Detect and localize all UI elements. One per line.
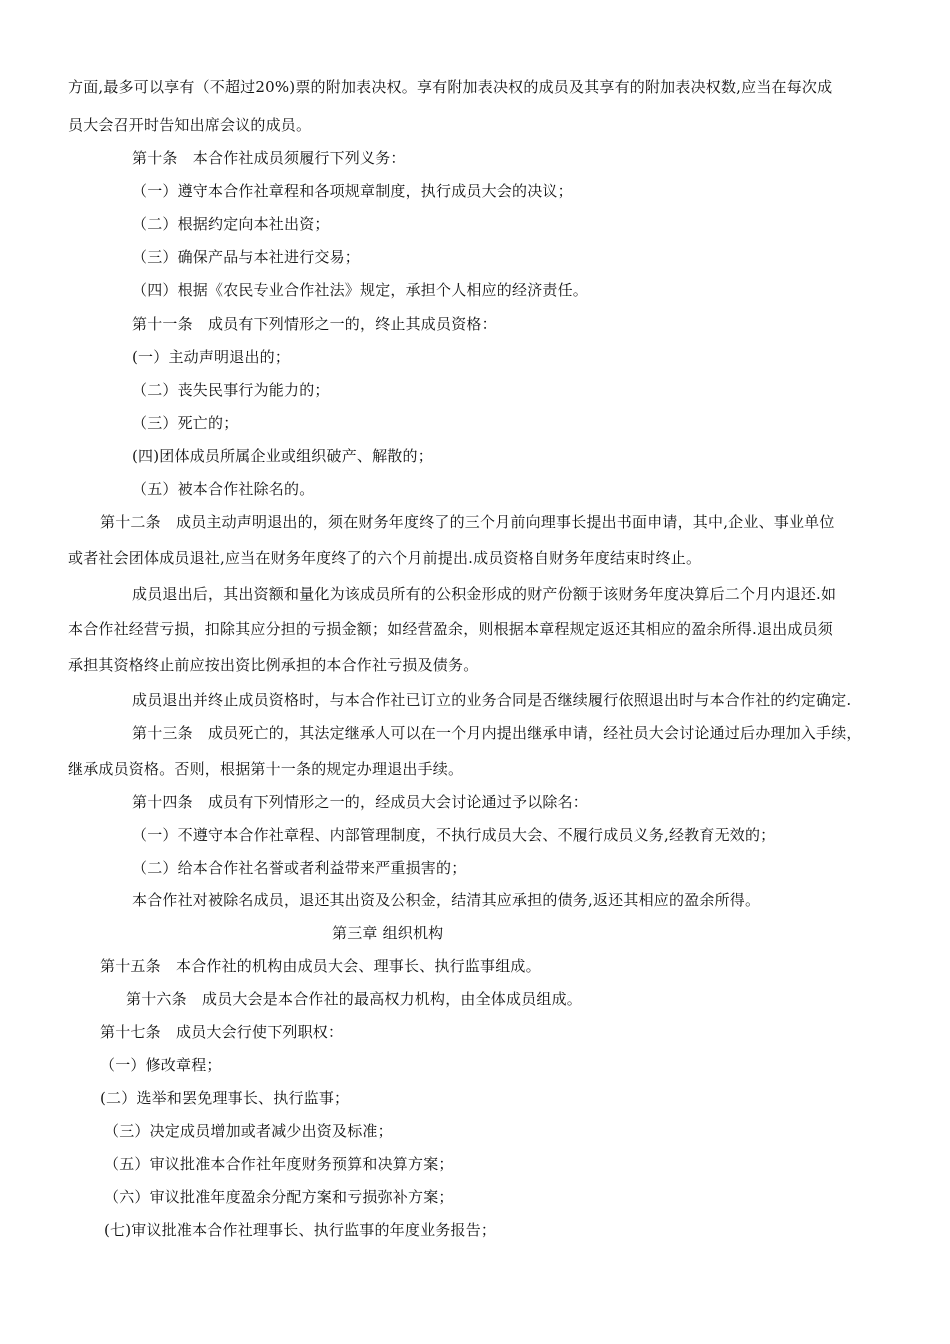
chapter-title: 第三章 组织机构 xyxy=(332,924,444,942)
article-heading: 第十条 本合作社成员须履行下列义务： xyxy=(132,149,406,167)
list-item: (四)团体成员所属企业或组织破产、解散的； xyxy=(132,447,433,465)
text-line: 成员退出并终止成员资格时，与本合作社已订立的业务合同是否继续履行依照退出时与本合作社的约定确定. xyxy=(132,691,852,709)
list-item: （二）根据约定向本社出资； xyxy=(132,215,330,233)
text-line: 方面,最多可以享有（不超过20%)票的附加表决权。享有附加表决权的成员及其享有的附加表决权数,应当在每次成 xyxy=(68,78,833,96)
text-line: 成员退出后，其出资额和量化为该成员所有的公积金形成的财产份额于该财务年度决算后二个月内退还.如 xyxy=(132,585,837,603)
list-item: （三）确保产品与本社进行交易； xyxy=(132,248,361,266)
article-heading: 第十一条 成员有下列情形之一的，终止其成员资格： xyxy=(132,315,497,333)
list-item: (七)审议批准本合作社理事长、执行监事的年度业务报告； xyxy=(104,1221,497,1239)
list-item: （五）被本合作社除名的。 xyxy=(132,480,315,498)
text-line: 继承成员资格。否则，根据第十一条的规定办理退出手续。 xyxy=(68,760,464,778)
list-item: （三）死亡的； xyxy=(132,414,239,432)
article-heading: 第十三条 成员死亡的，其法定继承人可以在一个月内提出继承申请，经社员大会讨论通过后办理加入手续， xyxy=(132,724,862,742)
text-line: 承担其资格终止前应按出资比例承担的本合作社亏损及债务。 xyxy=(68,656,479,674)
list-item: （二）丧失民事行为能力的； xyxy=(132,381,330,399)
list-item: (一）主动声明退出的； xyxy=(132,348,291,366)
list-item: （一）遵守本合作社章程和各项规章制度，执行成员大会的决议； xyxy=(132,182,573,200)
list-item: （五）审议批准本合作社年度财务预算和决算方案； xyxy=(104,1155,454,1173)
list-item: （四）根据《农民专业合作社法》规定，承担个人相应的经济责任。 xyxy=(132,281,589,299)
article-heading: 第十七条 成员大会行使下列职权： xyxy=(100,1023,344,1041)
text-line: 或者社会团体成员退社,应当在财务年度终了的六个月前提出.成员资格自财务年度结束时终止。 xyxy=(68,549,702,567)
text-line: 员大会召开时告知出席会议的成员。 xyxy=(68,116,312,134)
article-heading: 第十六条 成员大会是本合作社的最高权力机构，由全体成员组成。 xyxy=(126,990,583,1008)
list-item: （一）不遵守本合作社章程、内部管理制度，不执行成员大会、不履行成员义务,经教育无效的； xyxy=(132,826,776,844)
article-heading: 第十二条 成员主动声明退出的，须在财务年度终了的三个月前向理事长提出书面申请，其中,企业、事业单位 xyxy=(100,513,835,531)
list-item: (二）选举和罢免理事长、执行监事； xyxy=(100,1089,350,1107)
article-heading: 第十五条 本合作社的机构由成员大会、理事长、执行监事组成。 xyxy=(100,957,541,975)
text-line: 本合作社经营亏损，扣除其应分担的亏损金额；如经营盈余，则根据本章程规定返还其相应的盈余所得.退出成员须 xyxy=(68,620,833,638)
list-item: （二）给本合作社名誉或者利益带来严重损害的； xyxy=(132,859,467,877)
list-item: （一）修改章程； xyxy=(100,1056,222,1074)
article-heading: 第十四条 成员有下列情形之一的，经成员大会讨论通过予以除名： xyxy=(132,793,589,811)
list-item: （六）审议批准年度盈余分配方案和亏损弥补方案； xyxy=(104,1188,454,1206)
text-line: 本合作社对被除名成员，退还其出资及公积金，结清其应承担的债务,返还其相应的盈余所得。 xyxy=(132,891,761,909)
list-item: （三）决定成员增加或者减少出资及标准； xyxy=(104,1122,393,1140)
